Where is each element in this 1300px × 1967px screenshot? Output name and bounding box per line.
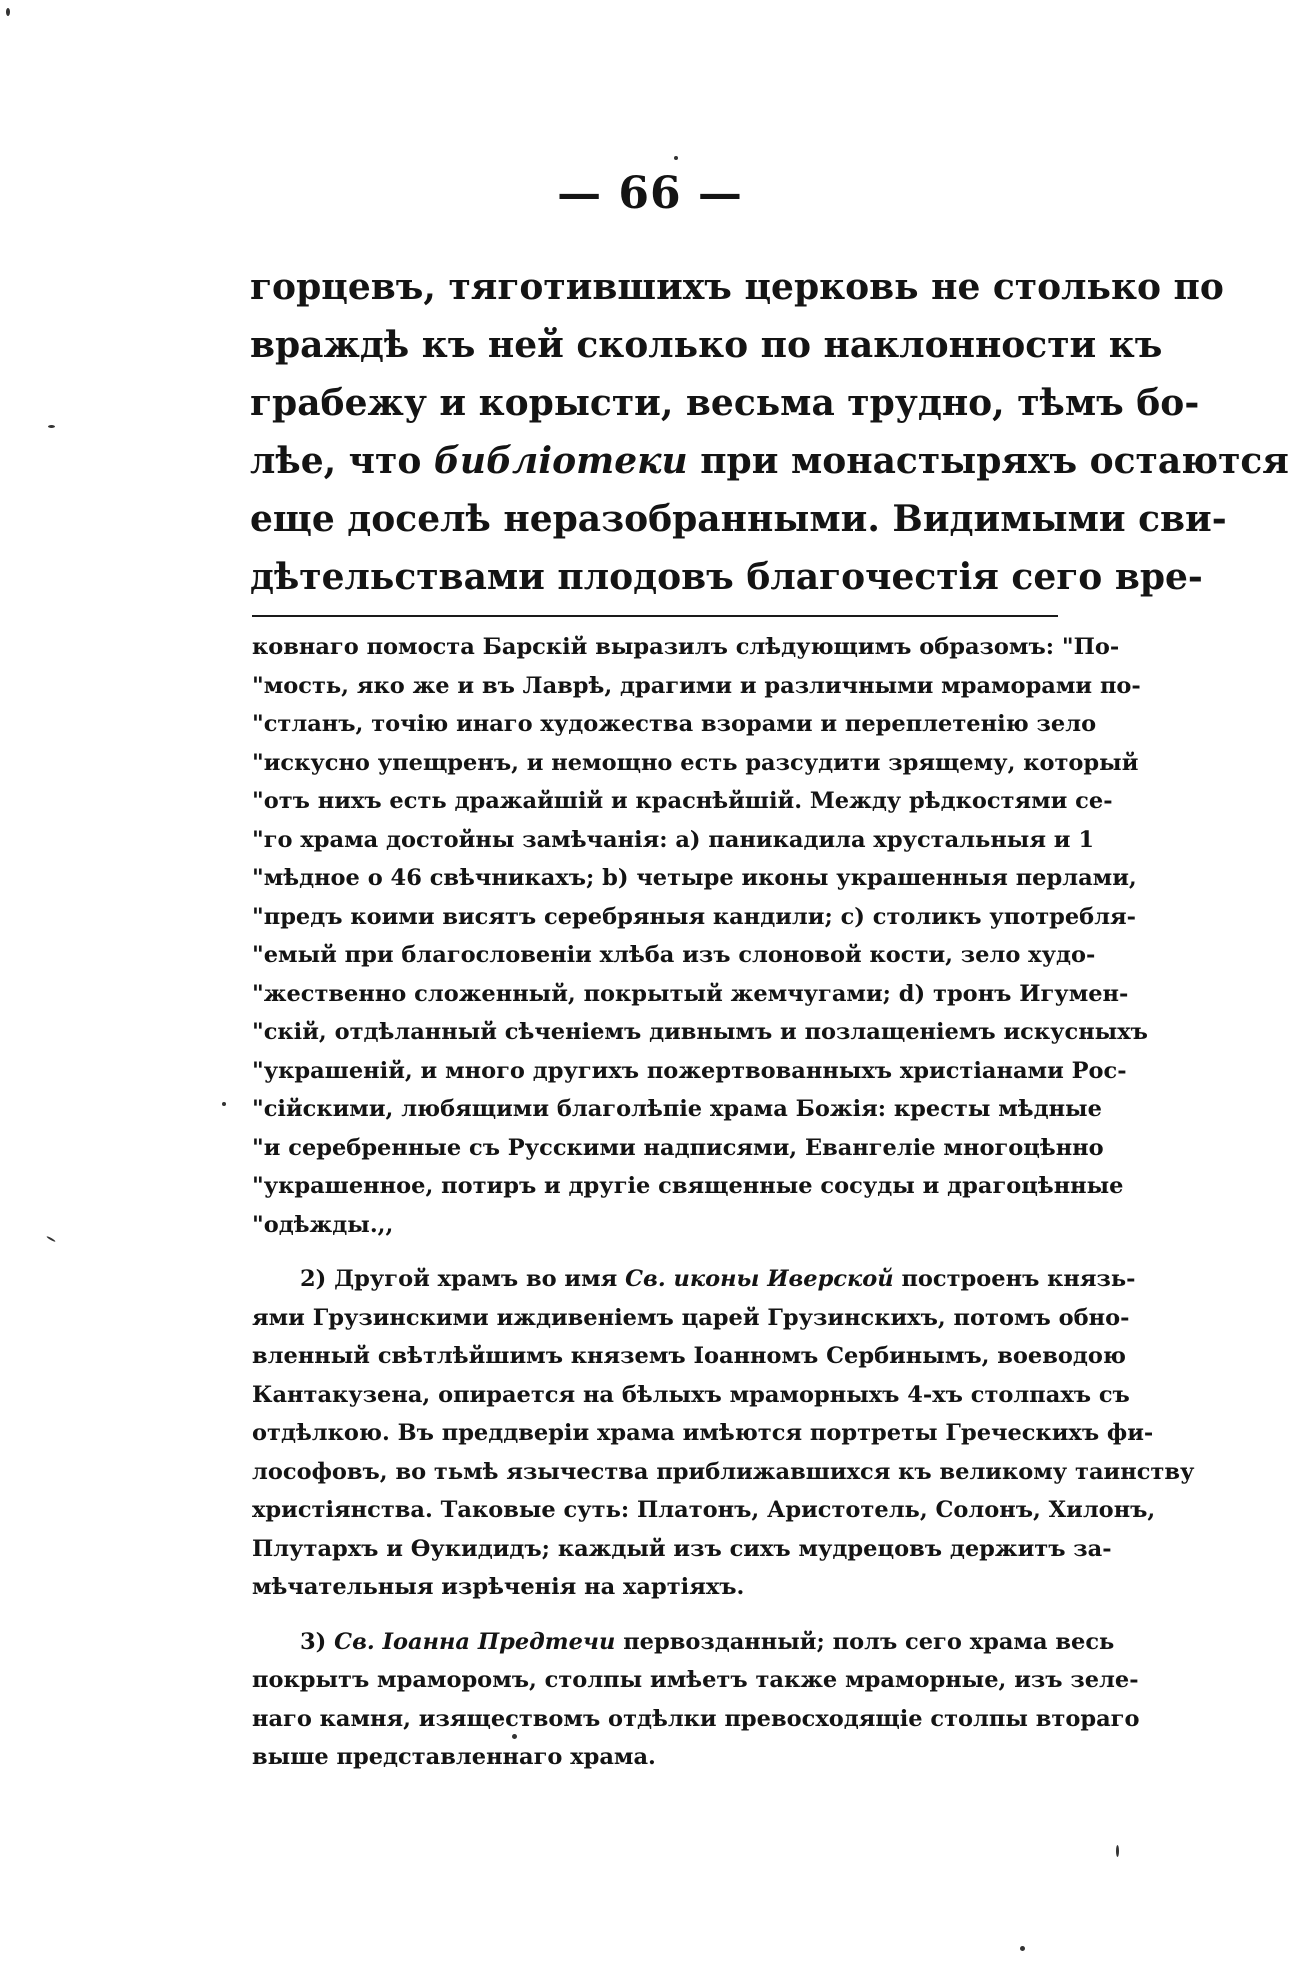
scan-speck (674, 156, 678, 160)
para3-suffix: первозданный; полъ сего храма весь (623, 1628, 1115, 1655)
paragraph-2-line: мѣчательныя изрѣченія на хартіяхъ. (252, 1574, 745, 1600)
footnote-line: "жественно сложенный, покрытый жемчугами; d) тронъ Игумен- (252, 980, 1129, 1007)
footnote-line: "украшенное, потиръ и другіе священные сосуды и драгоцѣнные (252, 1173, 1124, 1199)
paragraph-3-line: покрытъ мраморомъ, столпы имѣетъ также мраморные, изъ зеле- (252, 1667, 1139, 1693)
paragraph-3-first-line (252, 1623, 1115, 1662)
scan-speck (46, 1236, 56, 1243)
main-text (250, 258, 1289, 606)
paragraph-3-line: выше представленнаго храма. (252, 1744, 656, 1770)
paragraph-2-line: христіянства. Таковые суть: Платонъ, Аристотель, Солонъ, Хилонъ, (252, 1497, 1156, 1523)
footnote-line: "искусно упещренъ, и немощно есть разсудити зрящему, который (252, 749, 1139, 776)
para3-prefix: 3) (300, 1628, 327, 1655)
footnote-divider (252, 615, 1058, 617)
footnote-line: "украшеній, и много другихъ пожертвованныхъ христіанами Рос- (252, 1057, 1127, 1084)
italic-word: библіотеки (433, 440, 688, 482)
para2-suffix: построенъ князь- (901, 1266, 1136, 1292)
paragraph-2-line: лософовъ, во тьмѣ язычества приближавшихся къ великому таинству (252, 1458, 1195, 1485)
main-line-end: при монастыряхъ остаются (700, 440, 1289, 482)
paragraph-2-line: вленный свѣтлѣйшимъ княземъ Іоанномъ Сербинымъ, воеводою (252, 1343, 1126, 1369)
scan-speck (512, 1734, 517, 1739)
scan-speck (48, 425, 55, 428)
footnote-block (252, 628, 1195, 1777)
footnote-line: "одѣжды.,, (252, 1211, 394, 1238)
scan-speck (1020, 1946, 1025, 1951)
para2-prefix: 2) Другой храмъ во имя (300, 1266, 618, 1292)
footnote-line: "и серебренные съ Русскими надписями, Евангеліе многоцѣнно (252, 1134, 1104, 1161)
footnote-line: "сійскими, любящими благолѣпіе храма Божія: кресты мѣдные (252, 1096, 1102, 1122)
paragraph-2-line: Плутархъ и Ѳукидидъ; каждый изъ сихъ мудрецовъ держитъ за- (252, 1535, 1112, 1562)
paragraph-2-line: отдѣлкою. Въ преддверіи храма имѣются портреты Греческихъ фи- (252, 1420, 1154, 1446)
footnote-line: "емый при благословеніи хлѣба изъ слоновой кости, зело худо- (252, 942, 1096, 968)
footnote-line: "скій, отдѣланный сѣченіемъ дивнымъ и позлащеніемъ искусныхъ (252, 1019, 1148, 1045)
para2-italic: Св. иконы Иверской (625, 1266, 894, 1292)
main-line: дѣтельствами плодовъ благочестія сего вре- (250, 556, 1203, 598)
paragraph-3-line: наго камня, изяществомъ отдѣлки превосходящіе столпы втораго (252, 1705, 1140, 1732)
footnote-line: ковнаго помоста Барскій выразилъ слѣдующимъ образомъ: "По- (252, 634, 1120, 660)
paragraph-2-first-line (252, 1260, 1136, 1299)
paragraph-2-line: Кантакузена, опирается на бѣлыхъ мраморныхъ 4-хъ столпахъ съ (252, 1381, 1130, 1408)
scan-speck (222, 1102, 226, 1106)
main-line: еще доселѣ неразобранными. Видимыми сви- (250, 498, 1227, 540)
para3-italic: Св. Іоанна Предтечи (334, 1628, 616, 1655)
footnote-line: "го храма достойны замѣчанія: а) паникадила хрустальныя и 1 (252, 826, 1094, 853)
footnote-line: "мость, яко же и въ Лаврѣ, драгими и различными мраморами по- (252, 672, 1141, 699)
scan-speck (1116, 1845, 1119, 1857)
footnote-line: "предъ коими висятъ серебряныя кандили; с) столикъ употребля- (252, 903, 1137, 930)
main-line: враждѣ къ ней сколько по наклонности къ (250, 324, 1163, 366)
footnote-line: "стланъ, точію инаго художества взорами и переплетенію зело (252, 711, 1097, 737)
main-line: грабежу и корысти, весьма трудно, тѣмъ бо- (250, 382, 1200, 424)
page-number: — 66 — (557, 168, 743, 219)
main-line: горцевъ, тяготившихъ церковь не столько по (250, 266, 1224, 308)
scan-speck (6, 8, 10, 16)
main-line-start: лѣе, что (250, 440, 422, 482)
main-line-with-italic (250, 432, 1289, 490)
footnote-line: "отъ нихъ есть дражайшій и краснѣйшій. Между рѣдкостями се- (252, 788, 1113, 814)
footnote-line: "мѣдное о 46 свѣчникахъ; b) четыре иконы украшенныя перлами, (252, 865, 1137, 891)
paragraph-2-line: ями Грузинскими иждивеніемъ царей Грузинскихъ, потомъ обно- (252, 1304, 1130, 1331)
